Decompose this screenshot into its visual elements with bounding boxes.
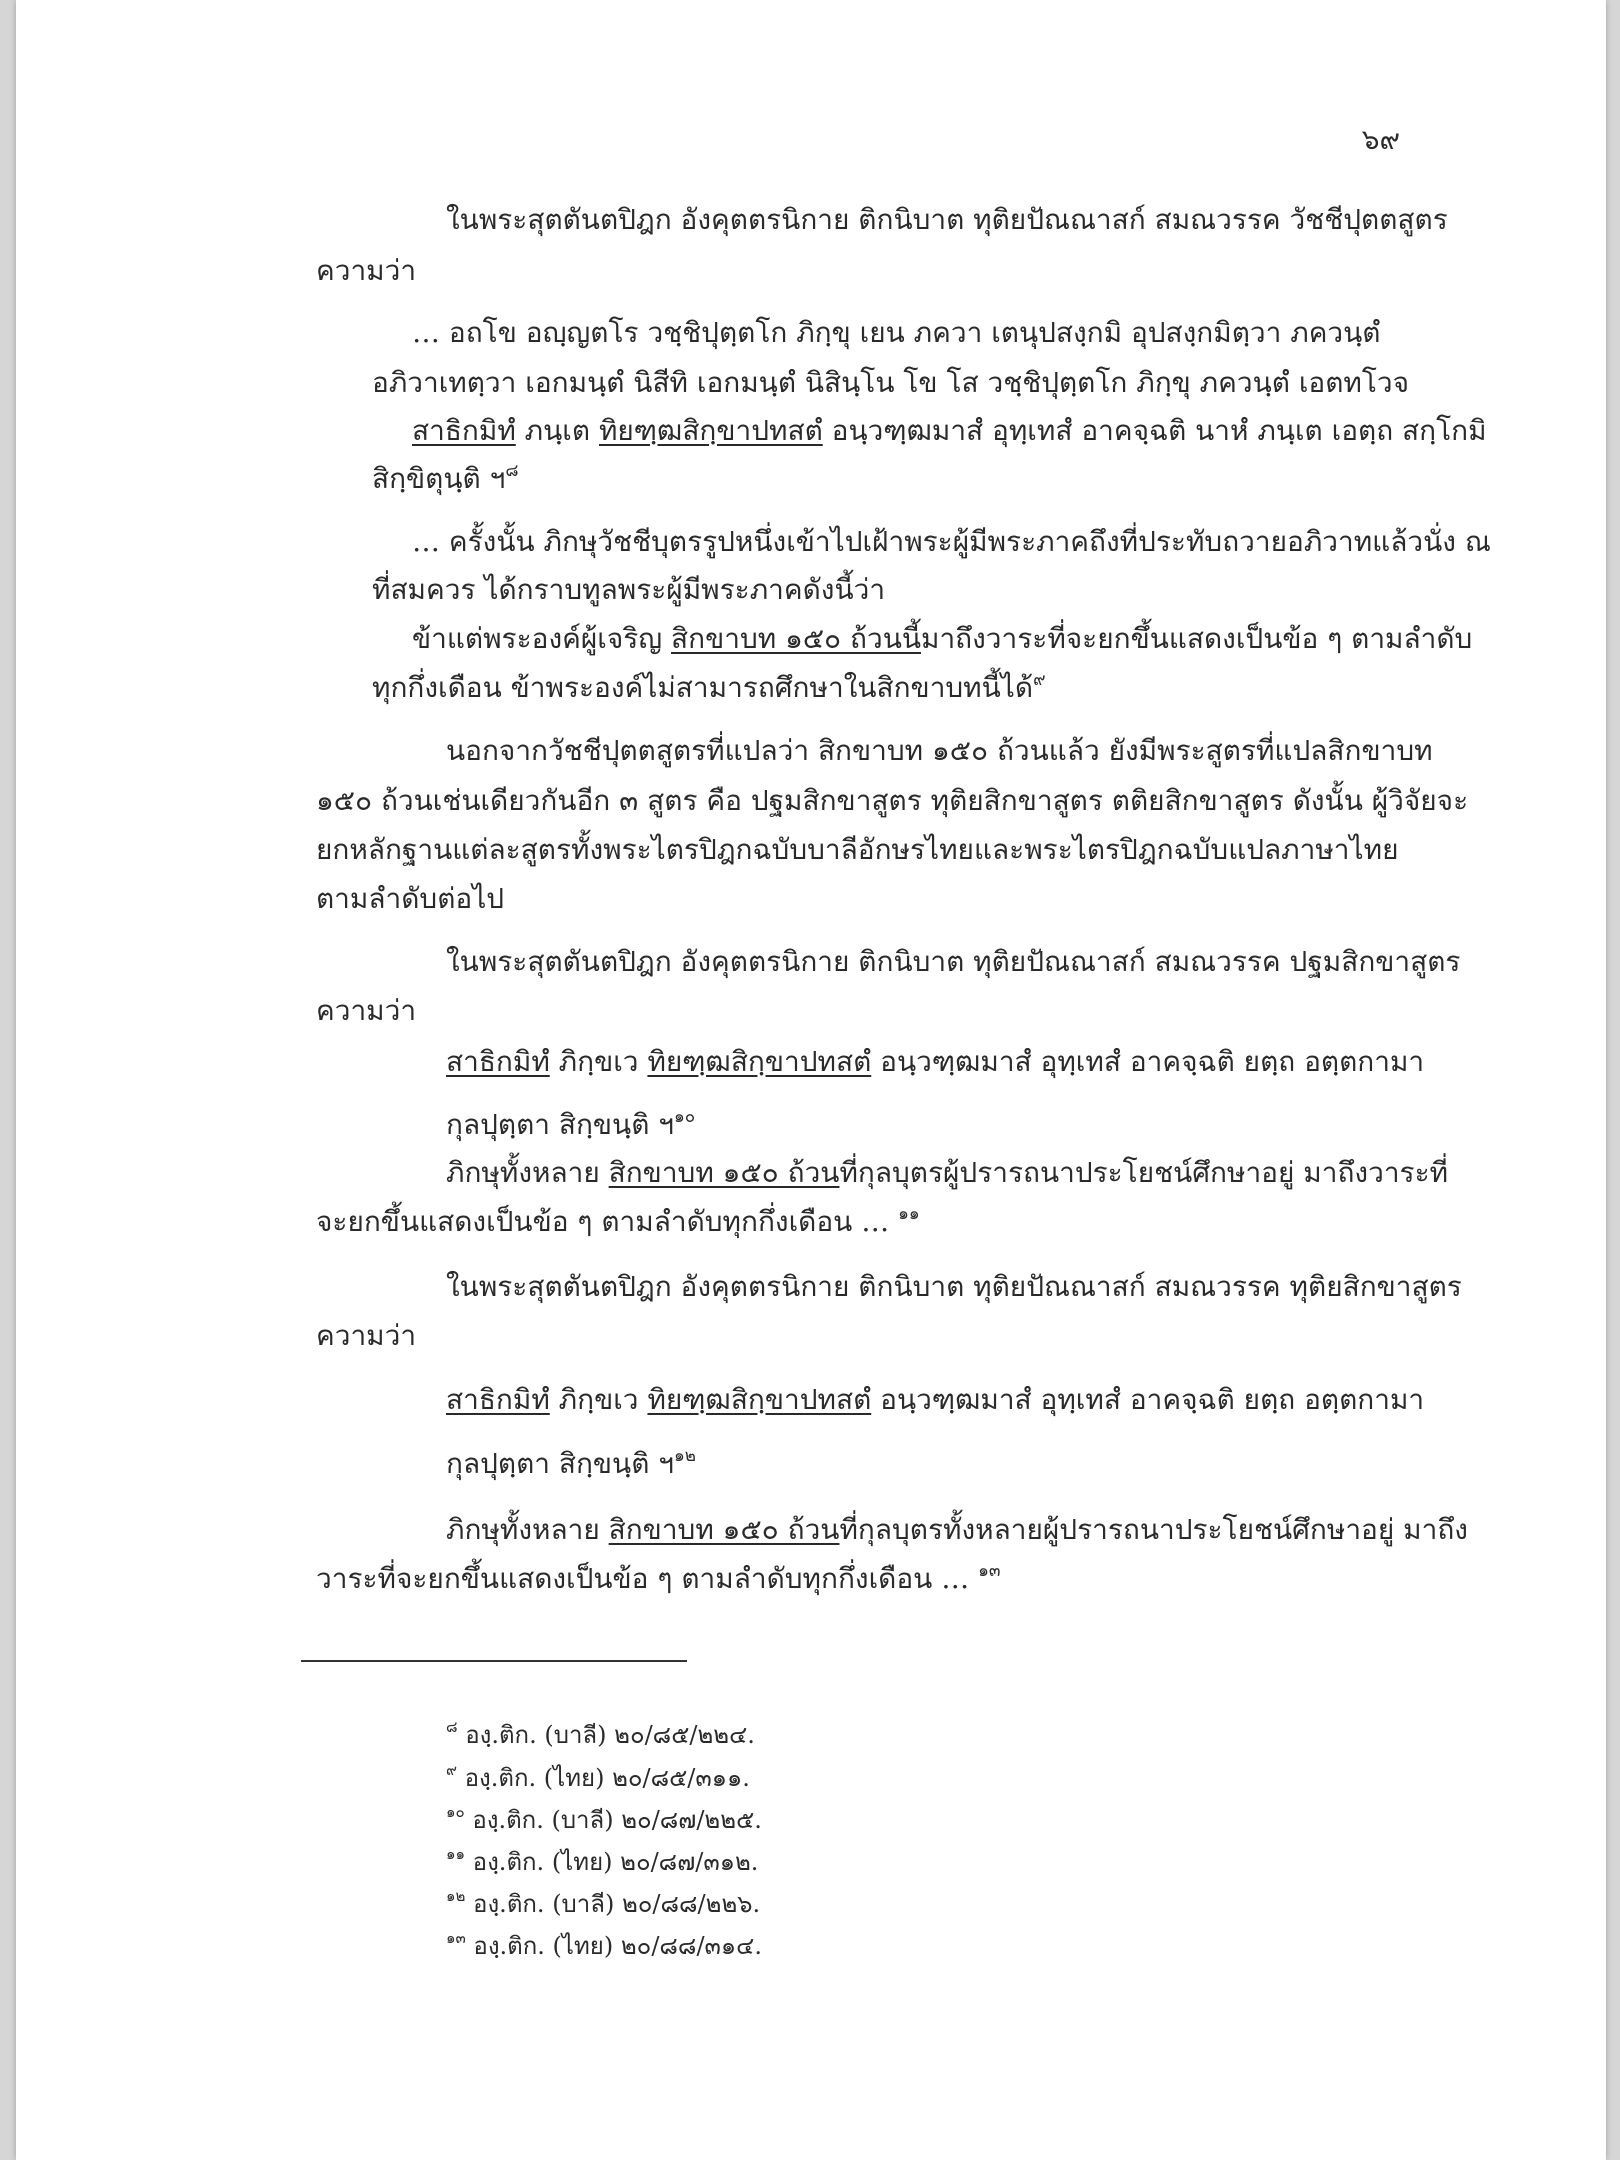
footnote-12: $^{๑๒}$ องฺ.ติก. (บาลี) ๒๐/๘๘/๒๒๖. xyxy=(446,1887,761,1918)
pali-quote-3-line2: กุลปุตฺตา สิกฺขนฺติ ฯ$^{๑๒}$ xyxy=(446,1445,697,1480)
thai-translation-1-line4: ทุกกึ่งเดือน ข้าพระองค์ไม่สามารถศึกษาในสิกขาบทนี้ได้$^๙$ xyxy=(372,669,1046,704)
footnote-10: $^{๑๐}$ องฺ.ติก. (บาลี) ๒๐/๘๗/๒๒๕. xyxy=(446,1803,762,1834)
paragraph-intro-dutiya-line2: ความว่า xyxy=(316,1319,417,1352)
paragraph-intro-pathama-line1: ในพระสุตตันตปิฎก อังคุตตรนิกาย ติกนิบาต ทุติยปัณณาสก์ สมณวรรค ปฐมสิกขาสูตร xyxy=(446,945,1461,978)
paragraph-intro-vajjiputta-line2: ความว่า xyxy=(316,254,417,287)
footnote-ref[interactable]: ๙ xyxy=(1033,669,1046,690)
document-page xyxy=(16,0,1606,2160)
thai-translation-1-line1: … ครั้งนั้น ภิกษุวัชชีบุตรรูปหนึ่งเข้าไปเฝ้าพระผู้มีพระภาคถึงที่ประทับถวายอภิวาทแล้วนั่ง ณ xyxy=(412,525,1491,558)
pali-quote-3-line1: สาธิกมิทํ ภิกฺขเว ทิยฑฺฒสิกฺขาปทสตํ อนฺวฑฺฒมาสํ อุทฺเทสํ อาคจฺฉติ ยตฺถ อตฺตกามา xyxy=(446,1383,1425,1416)
pali-quote-1-line4: สิกฺขิตุนฺติ ฯ$^๘$ xyxy=(372,460,519,495)
underlined-term: สาธิกมิทํ xyxy=(412,414,516,447)
underlined-term: สาธิกมิทํ xyxy=(446,1383,550,1416)
page-number: ๖๙ xyxy=(1361,123,1400,156)
paragraph-intro-pathama-line2: ความว่า xyxy=(316,994,417,1027)
thai-translation-1-line3: ข้าแต่พระองค์ผู้เจริญ สิกขาบท ๑๕๐ ถ้วนนี้มาถึงวาระที่จะยกขึ้นแสดงเป็นข้อ ๆ ตามลำดับ xyxy=(412,622,1473,655)
pali-quote-1-line1: … อถโข อญฺญตโร วชฺชิปุตฺตโก ภิกฺขุ เยน ภควา เตนุปสงฺกมิ อุปสงฺกมิตฺวา ภควนฺตํ xyxy=(412,316,1381,349)
paragraph-intro-vajjiputta-line1: ในพระสุตตันตปิฎก อังคุตตรนิกาย ติกนิบาต ทุติยปัณณาสก์ สมณวรรค วัชชีปุตตสูตร xyxy=(446,203,1448,236)
thai-translation-3-line1: ภิกษุทั้งหลาย สิกขาบท ๑๕๐ ถ้วนที่กุลบุตรทั้งหลายผู้ปรารถนาประโยชน์ศึกษาอยู่ มาถึง xyxy=(446,1513,1468,1546)
footnote-ref[interactable]: ๘ xyxy=(505,460,519,481)
underlined-term: ทิยฑฺฒสิกฺขาปทสตํ xyxy=(647,1383,872,1416)
footnote-ref[interactable]: ๑๓ xyxy=(978,1560,1001,1581)
underlined-term: สิกขาบท ๑๕๐ ถ้วนนี้ xyxy=(671,622,921,655)
pali-quote-1-line3: สาธิกมิทํ ภนฺเต ทิยฑฺฒสิกฺขาปทสตํ อนฺวฑฺฒมาสํ อุทฺเทสํ อาคจฺฉติ นาหํ ภนฺเต เอตฺถ สกฺโกมิ xyxy=(412,414,1487,447)
thai-translation-3-line2: วาระที่จะยกขึ้นแสดงเป็นข้อ ๆ ตามลำดับทุกกึ่งเดือน … $^{๑๓}$ xyxy=(316,1560,1001,1595)
thai-translation-2-line2: จะยกขึ้นแสดงเป็นข้อ ๆ ตามลำดับทุกกึ่งเดือน … $^{๑๑}$ xyxy=(316,1203,920,1238)
paragraph-other-suttas-line3: ยกหลักฐานแต่ละสูตรทั้งพระไตรปิฎกฉบับบาลีอักษรไทยและพระไตรปิฎกฉบับแปลภาษาไทย xyxy=(316,833,1399,866)
footnote-ref[interactable]: ๑๒ xyxy=(674,1445,697,1466)
underlined-term: สิกขาบท ๑๕๐ ถ้วน xyxy=(608,1513,840,1546)
footnote-ref[interactable]: ๑๐ xyxy=(674,1106,696,1127)
paragraph-intro-dutiya-line1: ในพระสุตตันตปิฎก อังคุตตรนิกาย ติกนิบาต ทุติยปัณณาสก์ สมณวรรค ทุติยสิกขาสูตร xyxy=(446,1270,1462,1303)
underlined-term: สิกขาบท ๑๕๐ ถ้วน xyxy=(608,1156,840,1189)
pali-quote-2-line2: กุลปุตฺตา สิกฺขนฺติ ฯ$^{๑๐}$ xyxy=(446,1106,696,1141)
footnote-11: $^{๑๑}$ องฺ.ติก. (ไทย) ๒๐/๘๗/๓๑๒. xyxy=(446,1845,759,1876)
footnote-13: $^{๑๓}$ องฺ.ติก. (ไทย) ๒๐/๘๘/๓๑๔. xyxy=(446,1929,762,1960)
pali-quote-2-line1: สาธิกมิทํ ภิกฺขเว ทิยฑฺฒสิกฺขาปทสตํ อนฺวฑฺฒมาสํ อุทฺเทสํ อาคจฺฉติ ยตฺถ อตฺตกามา xyxy=(446,1045,1425,1078)
paragraph-other-suttas-line2: ๑๕๐ ถ้วนเช่นเดียวกันอีก ๓ สูตร คือ ปฐมสิกขาสูตร ทุติยสิกขาสูตร ตติยสิกขาสูตร ดังนั้น ผู้วิจัยจะ xyxy=(316,784,1469,817)
footnote-separator xyxy=(301,1660,687,1662)
paragraph-other-suttas-line4: ตามลำดับต่อไป xyxy=(316,882,505,915)
underlined-term: ทิยฑฺฒสิกฺขาปทสตํ xyxy=(647,1045,872,1078)
underlined-term: สาธิกมิทํ xyxy=(446,1045,550,1078)
footnote-8: $^๘$ องฺ.ติก. (บาลี) ๒๐/๘๕/๒๒๔. xyxy=(446,1718,755,1749)
thai-translation-1-line2: ที่สมควร ได้กราบทูลพระผู้มีพระภาคดังนี้ว่า xyxy=(372,573,886,606)
footnote-ref[interactable]: ๑๑ xyxy=(898,1203,920,1224)
thai-translation-2-line1: ภิกษุทั้งหลาย สิกขาบท ๑๕๐ ถ้วนที่กุลบุตรผู้ปรารถนาประโยชน์ศึกษาอยู่ มาถึงวาระที่ xyxy=(446,1156,1449,1189)
pali-quote-1-line2: อภิวาเทตฺวา เอกมนฺตํ นิสีทิ เอกมนฺตํ นิสินฺโน โข โส วชฺชิปุตฺตโก ภิกฺขุ ภควนฺตํ เอตทโวจ xyxy=(372,366,1410,399)
footnote-9: $^๙$ องฺ.ติก. (ไทย) ๒๐/๘๕/๓๑๑. xyxy=(446,1761,750,1792)
underlined-term: ทิยฑฺฒสิกฺขาปทสตํ xyxy=(598,414,823,447)
paragraph-other-suttas-line1: นอกจากวัชชีปุตตสูตรที่แปลว่า สิกขาบท ๑๕๐ ถ้วนแล้ว ยังมีพระสูตรที่แปลสิกขาบท xyxy=(446,734,1433,767)
